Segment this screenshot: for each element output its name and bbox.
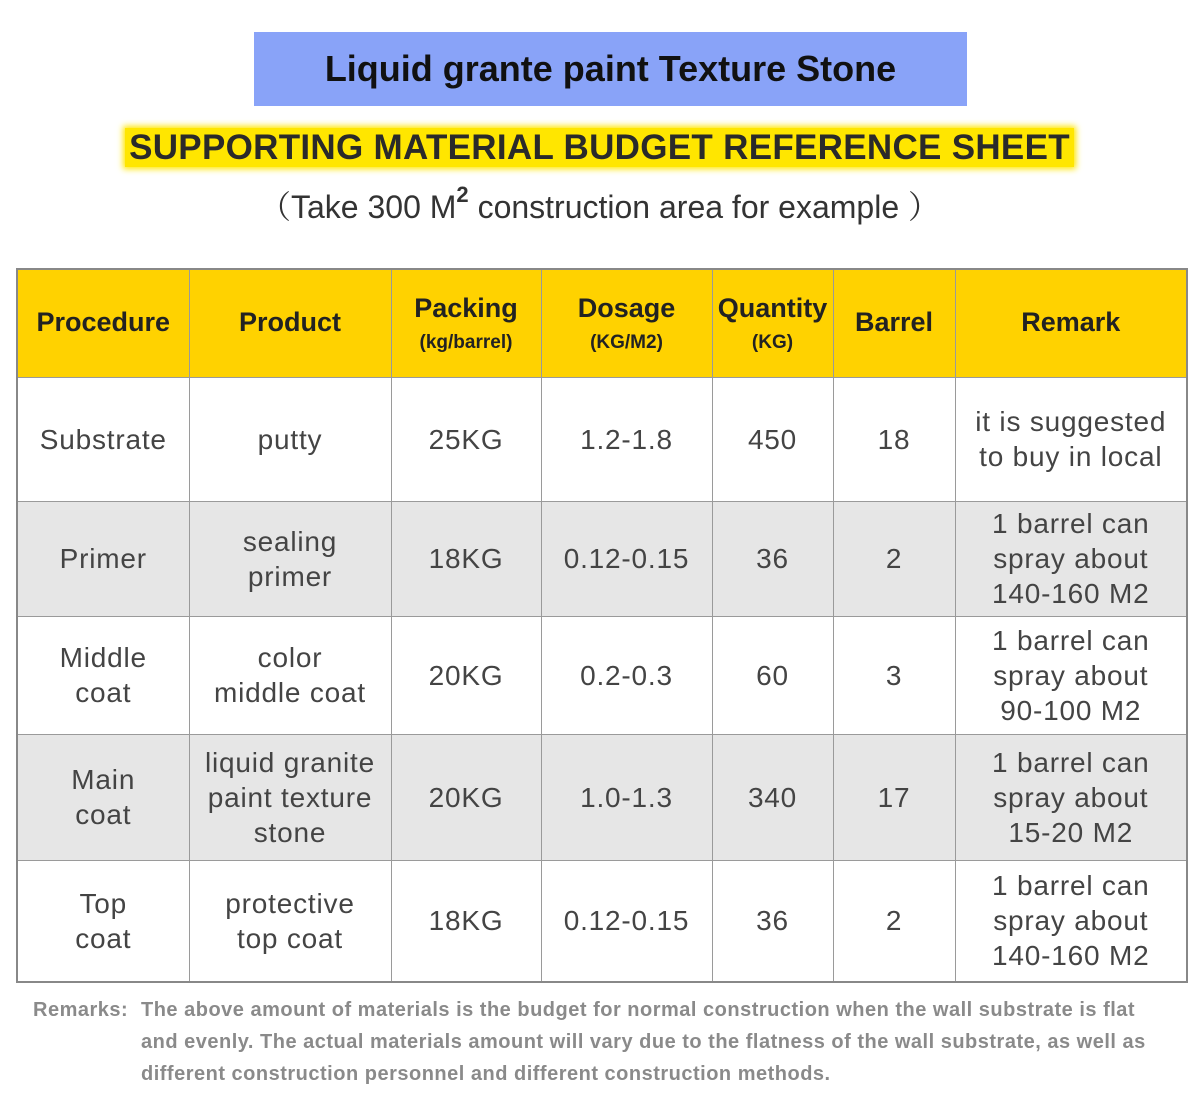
remarks-label: Remarks: bbox=[33, 999, 129, 1021]
header-packing: Packing (kg/barrel) bbox=[391, 269, 541, 377]
header-dosage: Dosage (KG/M2) bbox=[541, 269, 712, 377]
example-note bbox=[0, 182, 1199, 228]
cell-remark: 1 barrel can spray about 15-20 M2 bbox=[955, 734, 1187, 860]
cell-procedure: Primer bbox=[17, 501, 189, 616]
cell-procedure: Top coat bbox=[17, 860, 189, 982]
cell-dosage: 0.2-0.3 bbox=[541, 616, 712, 734]
cell-product: color middle coat bbox=[189, 616, 391, 734]
cell-quantity: 36 bbox=[712, 501, 833, 616]
remarks-note bbox=[33, 994, 1168, 1090]
example-prefix: （Take 300 M bbox=[258, 189, 457, 225]
cell-packing: 20KG bbox=[391, 616, 541, 734]
cell-barrel: 3 bbox=[833, 616, 955, 734]
header-product: Product bbox=[189, 269, 391, 377]
cell-procedure: Middle coat bbox=[17, 616, 189, 734]
cell-dosage: 1.0-1.3 bbox=[541, 734, 712, 860]
table-row bbox=[17, 616, 1187, 734]
example-superscript: 2 bbox=[456, 182, 469, 208]
cell-procedure: Main coat bbox=[17, 734, 189, 860]
remarks-text: The above amount of materials is the budget for normal construction when the wall substrate is flat and evenly. The actual materials amount will vary due to the flatness of the wall substrate, as well as different construction personnel and different construction methods. bbox=[141, 999, 1146, 1085]
cell-quantity: 36 bbox=[712, 860, 833, 982]
table-row bbox=[17, 734, 1187, 860]
cell-packing: 20KG bbox=[391, 734, 541, 860]
cell-remark: it is suggested to buy in local bbox=[955, 377, 1187, 501]
cell-product: protective top coat bbox=[189, 860, 391, 982]
cell-quantity: 450 bbox=[712, 377, 833, 501]
cell-barrel: 2 bbox=[833, 860, 955, 982]
table-row bbox=[17, 501, 1187, 616]
cell-remark: 1 barrel can spray about 140-160 M2 bbox=[955, 501, 1187, 616]
table-header-row bbox=[17, 269, 1187, 377]
cell-remark: 1 barrel can spray about 90-100 M2 bbox=[955, 616, 1187, 734]
cell-product: liquid granite paint texture stone bbox=[189, 734, 391, 860]
table-row bbox=[17, 860, 1187, 982]
cell-product: sealing primer bbox=[189, 501, 391, 616]
header-remark: Remark bbox=[955, 269, 1187, 377]
cell-product: putty bbox=[189, 377, 391, 501]
cell-dosage: 0.12-0.15 bbox=[541, 860, 712, 982]
cell-remark: 1 barrel can spray about 140-160 M2 bbox=[955, 860, 1187, 982]
header-barrel: Barrel bbox=[833, 269, 955, 377]
cell-dosage: 0.12-0.15 bbox=[541, 501, 712, 616]
cell-quantity: 340 bbox=[712, 734, 833, 860]
cell-packing: 18KG bbox=[391, 860, 541, 982]
header-procedure: Procedure bbox=[17, 269, 189, 377]
header-quantity: Quantity (KG) bbox=[712, 269, 833, 377]
cell-packing: 25KG bbox=[391, 377, 541, 501]
table-row bbox=[17, 377, 1187, 501]
cell-quantity: 60 bbox=[712, 616, 833, 734]
budget-table bbox=[16, 268, 1188, 983]
cell-barrel: 18 bbox=[833, 377, 955, 501]
cell-dosage: 1.2-1.8 bbox=[541, 377, 712, 501]
subtitle-text: SUPPORTING MATERIAL BUDGET REFERENCE SHEET bbox=[125, 128, 1074, 167]
cell-packing: 18KG bbox=[391, 501, 541, 616]
cell-procedure: Substrate bbox=[17, 377, 189, 501]
example-suffix: construction area for example ） bbox=[468, 189, 941, 225]
cell-barrel: 2 bbox=[833, 501, 955, 616]
cell-barrel: 17 bbox=[833, 734, 955, 860]
page-title: Liquid grante paint Texture Stone bbox=[254, 32, 967, 106]
subtitle bbox=[0, 128, 1199, 168]
